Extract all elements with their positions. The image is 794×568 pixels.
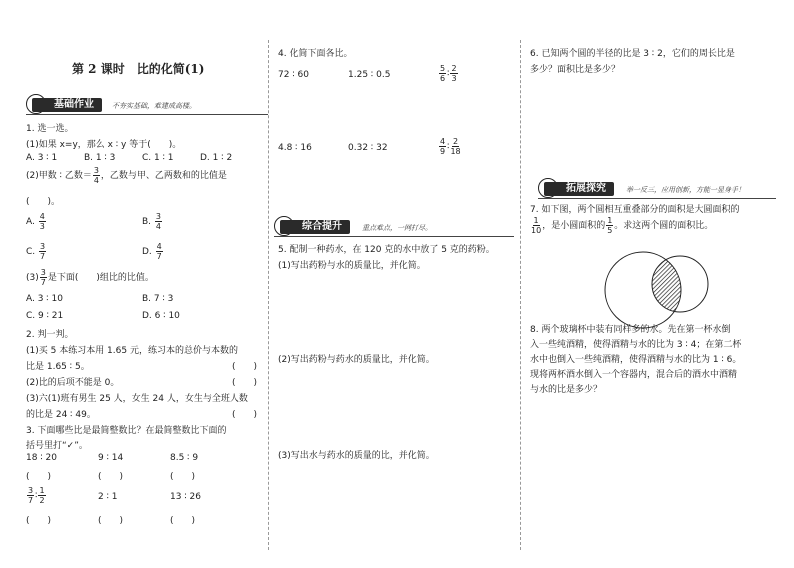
q2-answer-3[interactable]: ( ) xyxy=(232,410,258,420)
combined-section-label: 综合提升 xyxy=(302,221,342,232)
basic-section-banner xyxy=(32,98,102,112)
q1-p1-opt-d: D. 1 ∶ 2 xyxy=(200,153,233,163)
q4-ratio-6: $\frac{4}{9}$ ∶ $\frac{2}{18}$ xyxy=(440,137,461,156)
q3-answer-3[interactable]: ( ) xyxy=(170,472,196,482)
q4-ratio-5: 0.32 ∶ 32 xyxy=(348,143,388,153)
q1-p3-opt-d: D. 6 ∶ 10 xyxy=(142,311,180,321)
q3-ratio-3: 8.5 ∶ 9 xyxy=(170,453,199,463)
q5-sub3: (3)写出水与药水的质量的比，并化简。 xyxy=(278,451,435,461)
page-title: 第 2 课时 比的化简(1) xyxy=(72,62,205,76)
q1-p2-opt-a: A. $\frac{4}{3}$ xyxy=(26,212,45,231)
q8-line1: 8. 两个玻璃杯中装有同样多的水。先在第一杯水倒 xyxy=(530,325,731,335)
q3-ratio-6: 13 ∶ 26 xyxy=(170,492,201,502)
q1-p2-opt-c: C. $\frac{3}{7}$ xyxy=(26,242,46,261)
q3-line2: 括号里打“✓”。 xyxy=(26,441,88,451)
q2-line2: 比是 1.65 ∶ 5。 xyxy=(26,362,90,372)
q4-ratio-1: 72 ∶ 60 xyxy=(278,70,309,80)
q3-answer-2[interactable]: ( ) xyxy=(98,472,124,482)
column-divider-left xyxy=(268,40,269,550)
q1-heading: 1. 选一选。 xyxy=(26,124,74,134)
column-divider-right xyxy=(520,40,521,550)
q8-line4: 现将两杯酒水倒入一个容器内，混合后的酒水中酒精 xyxy=(530,370,738,380)
combined-section-rule xyxy=(274,236,514,237)
extend-section-note: 举一反三，应用创新，方能一显身手！ xyxy=(626,186,745,194)
q5-sub2: (2)写出药粉与药水的质量比，并化简。 xyxy=(278,355,435,365)
q7-line2: $\frac{1}{10}$ ，是小圆面积的 $\frac{1}{5}$ 。求这两个圆的面积比。 xyxy=(531,216,714,235)
q8-line3: 水中也倒入一些纯酒精，使得酒精与水的比为 1 ∶ 6。 xyxy=(530,355,742,365)
q4-ratio-3: $\frac{5}{6}$ ∶ $\frac{2}{3}$ xyxy=(440,64,457,83)
q6-line2: 多少？面积比是多少？ xyxy=(530,65,621,75)
q1-part3: (3) $\frac{3}{7}$ 是下面( )组比的比值。 xyxy=(26,268,154,287)
q3-ratio-5: 2 ∶ 1 xyxy=(98,492,118,502)
q3-line1: 3. 下面哪些比是最简整数比？在最简整数比下面的 xyxy=(26,426,227,436)
q3-ratio-2: 9 ∶ 14 xyxy=(98,453,124,463)
q3-ratio-1: 18 ∶ 20 xyxy=(26,453,57,463)
q5-sub1: (1)写出药粉与水的质量比，并化简。 xyxy=(278,261,426,271)
q3-ratio-4: $\frac{3}{7}$ ∶ $\frac{1}{2}$ xyxy=(28,486,45,505)
combined-section-note: 重点难点，一网打尽。 xyxy=(362,224,432,232)
q2-line3: (2)比的后项不能是 0。 xyxy=(26,378,120,388)
extend-section-rule xyxy=(538,198,776,199)
q7-line1: 7. 如下图，两个圆相互重叠部分的面积是大圆面积的 xyxy=(530,205,740,215)
extend-section-label: 拓展探究 xyxy=(566,183,606,194)
q4-heading: 4. 化简下面各比。 xyxy=(278,49,353,59)
q1-part2-end: ( )。 xyxy=(26,197,61,207)
q1-p3-opt-a: A. 3 ∶ 10 xyxy=(26,294,63,304)
q8-line2: 入一些纯酒精，使得酒精与水的比为 3 ∶ 4；在第二杯 xyxy=(530,340,742,350)
q1-p3-fraction: $\frac{3}{7}$ xyxy=(40,268,46,287)
q1-p3-opt-b: B. 7 ∶ 3 xyxy=(142,294,174,304)
q2-answer-1[interactable]: ( ) xyxy=(232,362,258,372)
basic-section-note: 不夯实基础，难建成高楼。 xyxy=(112,102,196,110)
basic-section-label: 基础作业 xyxy=(54,99,94,110)
q3-answer-5[interactable]: ( ) xyxy=(98,516,124,526)
q1-p3-opt-c: C. 9 ∶ 21 xyxy=(26,311,64,321)
q1-p2-fraction: $\frac{3}{4}$ xyxy=(93,166,99,185)
q8-line5: 与水的比是多少？ xyxy=(530,385,603,395)
q2-heading: 2. 判一判。 xyxy=(26,330,74,340)
basic-section-rule xyxy=(26,114,268,115)
q4-ratio-4: 4.8 ∶ 16 xyxy=(278,143,312,153)
q5-line1: 5. 配制一种药水，在 120 克的水中放了 5 克的药粉。 xyxy=(278,245,495,255)
q6-line1: 6. 已知两个圆的半径的比是 3 ∶ 2，它们的周长比是 xyxy=(530,49,735,59)
q1-p1-opt-b: B. 1 ∶ 3 xyxy=(84,153,116,163)
q4-ratio-2: 1.25 ∶ 0.5 xyxy=(348,70,391,80)
q1-p1-opt-a: A. 3 ∶ 1 xyxy=(26,153,58,163)
q2-line4: (3)六(1)班有男生 25 人，女生 24 人，女生与全班人数 xyxy=(26,394,248,404)
q7-fraction-2: $\frac{1}{5}$ xyxy=(607,216,613,235)
extend-section-banner xyxy=(544,182,614,196)
q1-part1: (1)如果 x=y，那么 x ∶ y 等于( )。 xyxy=(26,140,182,150)
q2-line1: (1)买 5 本练习本用 1.65 元，练习本的总价与本数的 xyxy=(26,346,238,356)
overlapping-circles-figure xyxy=(598,250,728,330)
q3-answer-1[interactable]: ( ) xyxy=(26,472,52,482)
q2-line5: 的比是 24 ∶ 49。 xyxy=(26,410,96,420)
q1-p1-opt-c: C. 1 ∶ 1 xyxy=(142,153,174,163)
q7-fraction-1: $\frac{1}{10}$ xyxy=(531,216,542,235)
q2-answer-2[interactable]: ( ) xyxy=(232,378,258,388)
q3-answer-4[interactable]: ( ) xyxy=(26,516,52,526)
q1-p2-opt-d: D. $\frac{4}{7}$ xyxy=(142,242,162,261)
combined-section-banner xyxy=(280,220,350,234)
q3-answer-6[interactable]: ( ) xyxy=(170,516,196,526)
q1-p2-opt-b: B. $\frac{3}{4}$ xyxy=(142,212,162,231)
q1-part2: (2)甲数 ∶ 乙数＝ $\frac{3}{4}$ ，乙数与甲、乙两数和的比值是 xyxy=(26,166,227,185)
